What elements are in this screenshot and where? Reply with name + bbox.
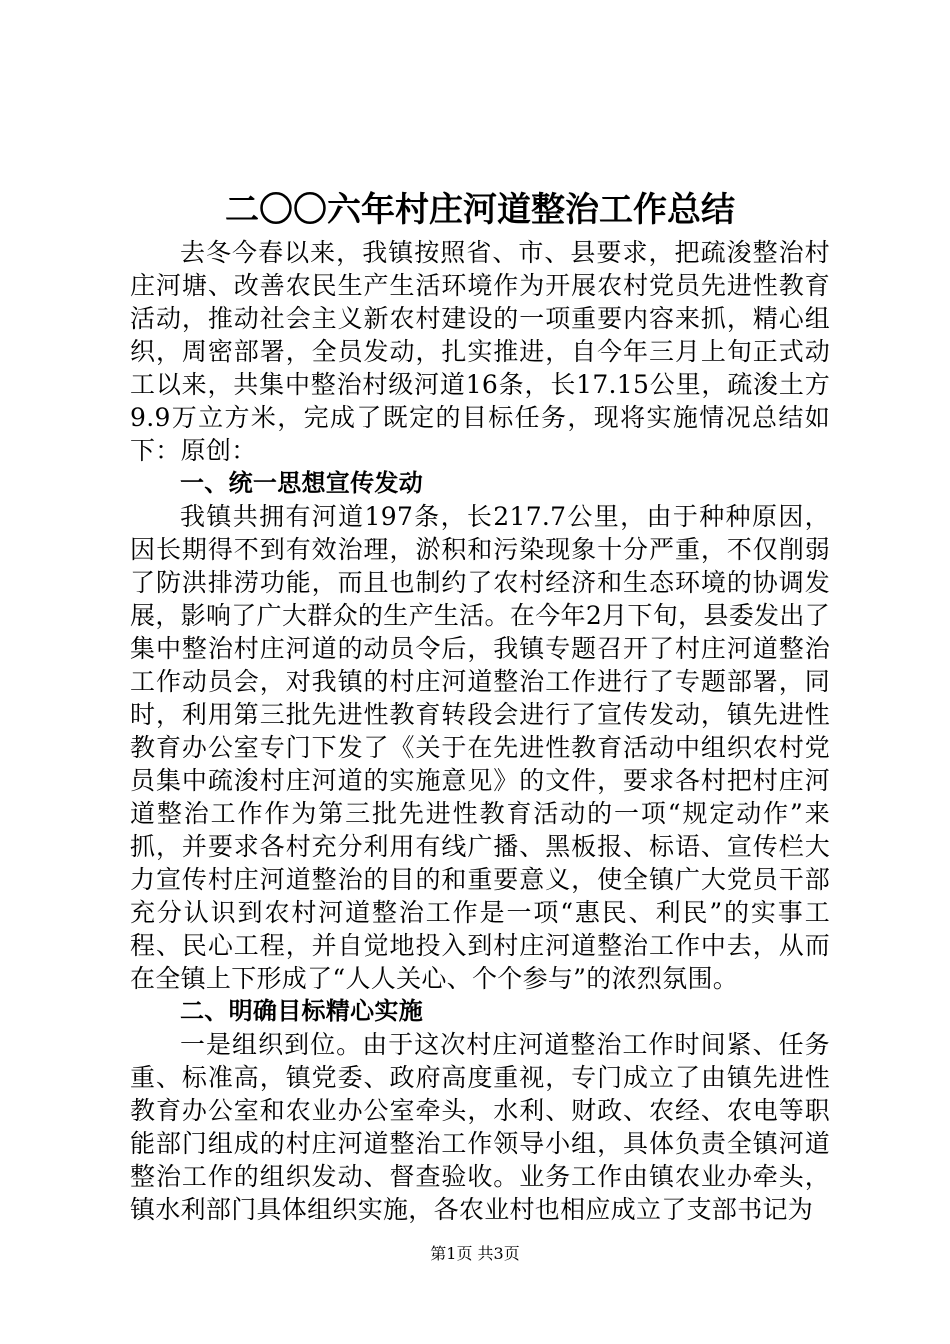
paragraph-section-1: 我镇共拥有河道197条，长217.7公里，由于种种原因，因长期得不到有效治理，淤积和污染现象十分严重，不仅削弱了防洪排涝功能，而且也制约了农村经济和生态环境的协调发展，影响了广大群众的生产生活。在今年2月下旬，县委发出了集中整治村庄河道的动员令后，我镇专题召开了村庄河道整治工作动员会，对我镇的村庄河道整治工作进行了专题部署，同时，利用第三批先进性教育转段会进行了宣传发动，镇先进性教育办公室专门下发了《关于在先进性教育活动中组织农村党员集中疏浚村庄河道的实施意见》的文件，要求各村把村庄河道整治工作作为第三批先进性教育活动的一项“规定动作”来抓，并要求各村充分利用有线广播、黑板报、标语、宣传栏大力宣传村庄河道整治的目的和重要意义，使全镇广大党员干部充分认识到农村河道整治工作是一项“惠民、利民”的实事工程、民心工程，并自觉地投入到村庄河道整治工作中去，从而在全镇上下形成了“人人关心、个个参与”的浓烈氛围。 [130,502,830,993]
paragraph-section-2: 一是组织到位。由于这次村庄河道整治工作时间紧、任务重、标准高，镇党委、政府高度重视，专门成立了由镇先进性教育办公室和农业办公室牵头，水利、财政、农经、农电等职能部门组成的村庄河道整治工作领导小组，具体负责全镇河道整治工作的组织发动、督查验收。业务工作由镇农业办牵头，镇水利部门具体组织实施，各农业村也相应成立了支部书记为 [130,1030,830,1224]
section-heading-2: 二、明确目标精心实施 [180,997,423,1025]
document-title: 二〇〇六年村庄河道整治工作总结 [225,190,735,230]
page-footer: 第1页 共3页 [430,1244,520,1263]
paragraph-intro: 去冬今春以来，我镇按照省、市、县要求，把疏浚整治村庄河塘、改善农民生产生活环境作为开展农村党员先进性教育活动，推动社会主义新农村建设的一项重要内容来抓，精心组织，周密部署，全员发动，扎实推进，自今年三月上旬正式动工以来，共集中整治村级河道16条，长17.15公里，疏浚土方9.9万立方米，完成了既定的目标任务，现将实施情况总结如下：原创： [130,238,830,465]
section-heading-1: 一、统一思想宣传发动 [180,469,423,497]
document-body [130,236,830,1226]
